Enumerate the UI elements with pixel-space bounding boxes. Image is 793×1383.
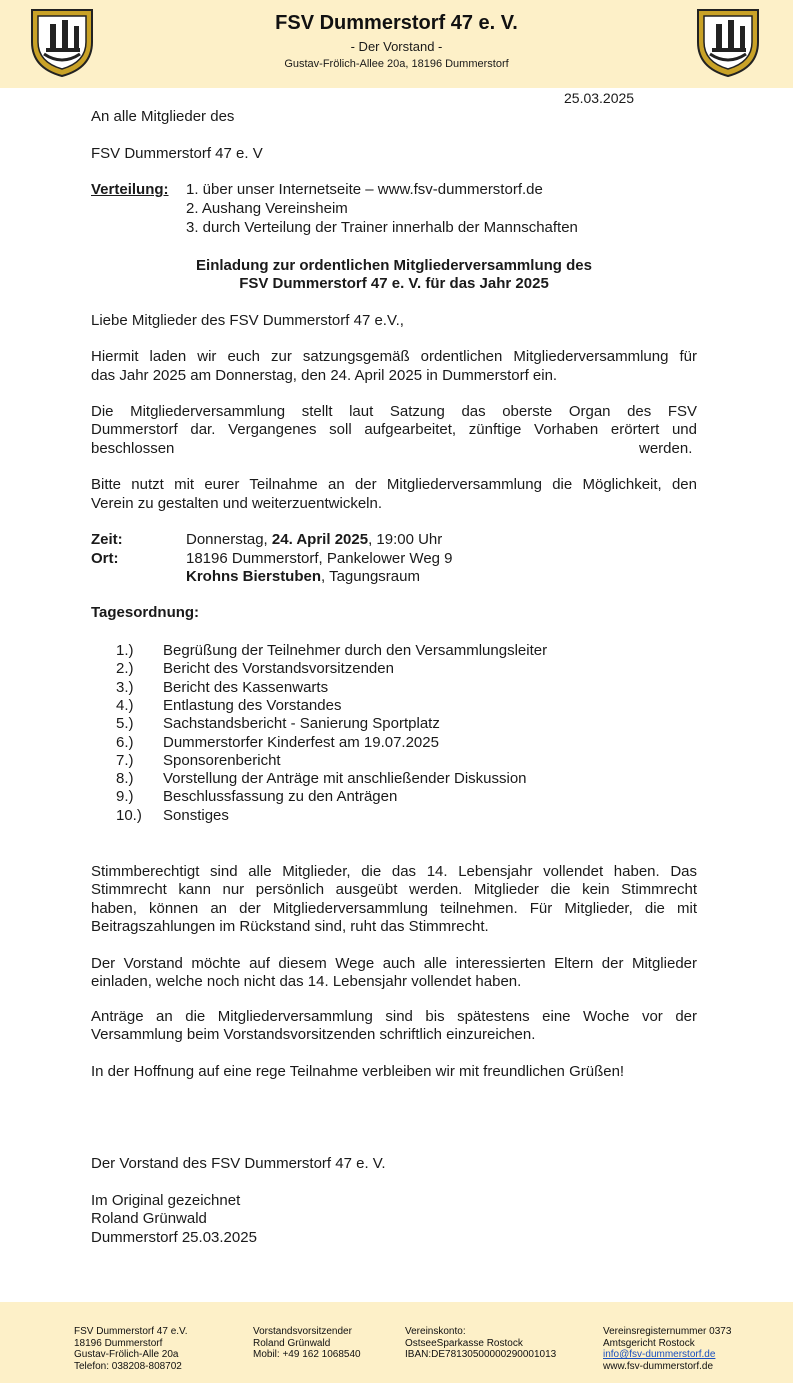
recipient-line-1: An alle Mitglieder des bbox=[91, 108, 235, 125]
distribution-label: Verteilung: bbox=[91, 181, 169, 198]
letterhead-subtitle: - Der Vorstand - bbox=[350, 39, 443, 54]
time-day: Donnerstag, bbox=[186, 531, 272, 548]
club-name: FSV Dummerstorf 47 e. V. bbox=[275, 12, 518, 34]
agenda-item-text: Bericht des Vorstandsvorsitzenden bbox=[163, 660, 394, 678]
place-address: 18196 Dummerstorf, Pankelower Weg 9 bbox=[186, 550, 453, 567]
closing-2-line-1: Der Vorstand möchte auf diesem Wege auch alle interessierten Eltern der Mitglieder bbox=[91, 955, 697, 972]
agenda-item-number: 2.) bbox=[116, 660, 134, 678]
closing-2-line-2: einladen, welche noch nicht das 14. Lebensjahr vollendet haben. bbox=[91, 973, 522, 990]
agenda-item-text: Sponsorenbericht bbox=[163, 751, 281, 769]
footer-bank bbox=[405, 1326, 556, 1361]
headline-line-1: Einladung zur ordentlichen Mitgliederversammlung des bbox=[196, 257, 592, 274]
agenda-item-number: 5.) bbox=[116, 715, 134, 733]
footer-club-info bbox=[74, 1326, 188, 1372]
agenda-item-text: Sachstandsbericht - Sanierung Sportplatz bbox=[163, 715, 440, 733]
club-crest-logo-right-icon bbox=[694, 6, 762, 78]
agenda-item-text: Sonstiges bbox=[163, 806, 229, 824]
footer-bank-name: OstseeSparkasse Rostock bbox=[405, 1337, 523, 1349]
time-value bbox=[186, 531, 442, 548]
para-1-line-1: Hiermit laden wir euch zur satzungsgemäß ordentlichen Mitgliederversammlung für bbox=[91, 348, 697, 365]
signature-name: Roland Grünwald bbox=[91, 1210, 207, 1227]
time-date: 24. April 2025 bbox=[271, 531, 369, 548]
closing-1-line-1: Stimmberechtigt sind alle Mitglieder, die das 14. Lebensjahr vollendet haben. Das bbox=[91, 863, 697, 880]
footer-club-name: FSV Dummerstorf 47 e.V. bbox=[74, 1326, 188, 1337]
distribution-item-3: 3. durch Verteilung der Trainer innerhalb der Mannschaften bbox=[186, 219, 578, 236]
footer-registry bbox=[603, 1326, 731, 1372]
para-2-line-3: beschlossen bbox=[91, 440, 175, 457]
headline-line-2: FSV Dummerstorf 47 e. V. für das Jahr 2025 bbox=[239, 275, 549, 292]
distribution-item-1-text: 1. über unser Internetseite – bbox=[186, 181, 378, 198]
footer-club-phone: Telefon: 038208-808702 bbox=[74, 1360, 182, 1372]
para-1-line-2: das Jahr 2025 am Donnerstag, den 24. April 2025 in Dummerstorf ein. bbox=[91, 367, 558, 384]
agenda-item-number: 9.) bbox=[116, 788, 134, 806]
time-rest: , 19:00 Uhr bbox=[368, 531, 443, 548]
footer-bank-label: Vereinskonto: bbox=[405, 1326, 466, 1337]
letter-date: 25.03.2025 bbox=[564, 90, 635, 106]
footer-bank-iban: IBAN:DE78130500000290001013 bbox=[405, 1349, 557, 1360]
agenda-item-text: Vorstellung der Anträge mit anschließender Diskussion bbox=[163, 770, 527, 788]
agenda-item-number: 10.) bbox=[116, 806, 142, 824]
agenda-item-number: 3.) bbox=[116, 678, 134, 696]
agenda-item-text: Bericht des Kassenwarts bbox=[163, 678, 329, 696]
footer-chairman-title: Vorstandsvorsitzender bbox=[253, 1326, 352, 1337]
para-2-line-1: Die Mitgliederversammlung stellt laut Satzung das oberste Organ des FSV bbox=[91, 403, 697, 420]
agenda-item-text: Dummerstorfer Kinderfest am 19.07.2025 bbox=[163, 733, 439, 751]
agenda-item-number: 4.) bbox=[116, 696, 134, 714]
signature-signed: Im Original gezeichnet bbox=[91, 1192, 241, 1209]
time-label: Zeit: bbox=[91, 531, 123, 548]
footer-chairman-phone: Mobil: +49 162 1068540 bbox=[253, 1349, 361, 1360]
agenda-item-number: 1.) bbox=[116, 642, 134, 659]
agenda-item-number: 8.) bbox=[116, 770, 134, 788]
footer-chairman-name: Roland Grünwald bbox=[253, 1337, 331, 1349]
distribution-item-1 bbox=[186, 181, 543, 198]
footer-website[interactable]: www.fsv-dummerstorf.de bbox=[603, 1360, 714, 1372]
letter-footer bbox=[0, 1302, 793, 1383]
place-venue: Krohns Bierstuben bbox=[186, 568, 322, 585]
footer-registry-number: Vereinsregisternummer 0373 bbox=[603, 1326, 732, 1337]
agenda-item-text: Begrüßung der Teilnehmer durch den Versammlungsleiter bbox=[163, 642, 548, 659]
agenda-item-text: Entlastung des Vorstandes bbox=[163, 696, 342, 714]
place-venue-line bbox=[186, 568, 420, 585]
para-2-line-3-end: werden. bbox=[639, 440, 693, 457]
place-label: Ort: bbox=[91, 550, 119, 567]
footer-court: Amtsgericht Rostock bbox=[603, 1337, 695, 1349]
closing-1-line-2: Stimmrecht kann nur persönlich ausgeübt werden. Mitglieder die kein Stimmrecht bbox=[91, 881, 697, 898]
closing-3-line-1: Anträge an die Mitgliederversammlung sind bis spätestens eine Woche vor der bbox=[91, 1008, 697, 1025]
footer-chairman bbox=[253, 1326, 361, 1361]
footer-email-link[interactable]: info@fsv-dummerstorf.de bbox=[603, 1349, 716, 1360]
para-3-line-1: Bitte nutzt mit eurer Teilnahme an der Mitgliederversammlung die Möglichkeit, den bbox=[91, 476, 697, 493]
agenda-item-number: 6.) bbox=[116, 733, 134, 751]
closing-3-line-2: Versammlung beim Vorstandsvorsitzenden schriftlich einzureichen. bbox=[91, 1026, 536, 1043]
closing-4: In der Hoffnung auf eine rege Teilnahme verbleiben wir mit freundlichen Grüßen! bbox=[91, 1063, 625, 1080]
para-3-line-2: Verein zu gestalten und weiterzuentwickeln. bbox=[91, 495, 383, 512]
footer-club-city: 18196 Dummerstorf bbox=[74, 1337, 163, 1349]
distribution-item-2: 2. Aushang Vereinsheim bbox=[186, 200, 348, 217]
agenda-item-number: 7.) bbox=[116, 751, 134, 769]
place-room: , Tagungsraum bbox=[321, 568, 420, 585]
para-2-line-2: Dummerstorf dar. Vergangenes soll aufgearbeitet, zünftige Vorhaben erörtert und bbox=[91, 421, 697, 438]
agenda-title: Tagesordnung: bbox=[91, 604, 200, 621]
agenda-item-text: Beschlussfassung zu den Anträgen bbox=[163, 788, 398, 806]
letterhead bbox=[0, 0, 793, 88]
greeting: Liebe Mitglieder des FSV Dummerstorf 47 e.V., bbox=[91, 312, 404, 329]
recipient-line-2: FSV Dummerstorf 47 e. V bbox=[91, 145, 263, 162]
website-link[interactable]: www.fsv-dummerstorf.de bbox=[377, 181, 543, 198]
letterhead-address: Gustav-Frölich-Allee 20a, 18196 Dummerstorf bbox=[284, 58, 509, 70]
signature-place-date: Dummerstorf 25.03.2025 bbox=[91, 1229, 257, 1246]
closing-1-line-4: Beitragszahlungen im Rückstand sind, ruht das Stimmrecht. bbox=[91, 918, 489, 935]
signature-board: Der Vorstand des FSV Dummerstorf 47 e. V. bbox=[91, 1155, 386, 1172]
closing-1-line-3: haben, können an der Mitgliederversammlung teilnehmen. Für Mitglieder, die mit bbox=[91, 900, 697, 917]
footer-club-street: Gustav-Frölich-Alle 20a bbox=[74, 1349, 179, 1360]
